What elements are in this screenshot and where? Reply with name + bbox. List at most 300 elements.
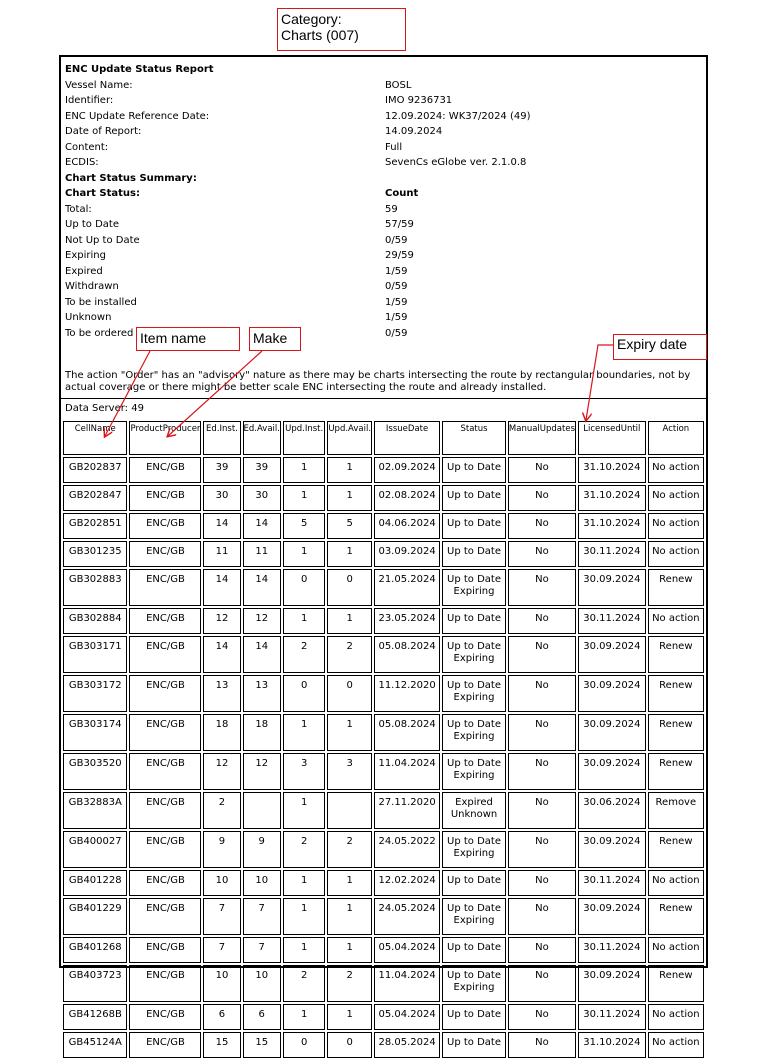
table-cell: 30.11.2024	[578, 870, 646, 896]
table-cell: GB302884	[63, 608, 127, 634]
status-line: Expiring	[453, 652, 495, 664]
expiry-date-annotation-text: Expiry date	[617, 336, 688, 352]
table-cell: Renew	[648, 636, 704, 673]
column-header-line: Ed.	[206, 424, 220, 434]
field-value: 14.09.2024	[385, 126, 443, 137]
column-header	[283, 421, 325, 455]
table-cell: Renew	[648, 898, 704, 935]
table-cell: ENC/GB	[129, 1004, 201, 1030]
table-cell	[243, 792, 281, 829]
table-cell: GB202851	[63, 513, 127, 539]
status-line: Up to Date	[447, 546, 501, 557]
table-cell: No action	[648, 485, 704, 511]
table-cell: Renew	[648, 675, 704, 712]
status-line: Up to Date	[447, 836, 501, 847]
table-cell: 3	[283, 753, 325, 790]
table-cell	[442, 569, 506, 606]
table-cell: No	[508, 714, 576, 751]
status-line: Expired	[455, 797, 493, 808]
field-label: ECDIS:	[65, 157, 99, 168]
table-cell: 30.09.2024	[578, 636, 646, 673]
table-cell: No action	[648, 870, 704, 896]
make-annotation-text: Make	[253, 330, 288, 346]
table-cell: 39	[243, 457, 281, 483]
divider-line	[61, 398, 706, 399]
table-cell	[442, 608, 506, 634]
table-cell: 6	[203, 1004, 240, 1030]
table-cell: 30.09.2024	[578, 898, 646, 935]
field-value: Full	[385, 141, 403, 153]
table-cell: 6	[243, 1004, 281, 1030]
table-cell: Renew	[648, 965, 704, 1002]
table-cell: GB32883A	[63, 792, 127, 829]
table-cell: ENC/GB	[129, 965, 201, 1002]
status-line: Up to Date	[447, 680, 501, 691]
status-line: Up to Date	[447, 613, 501, 624]
chart-status-table	[61, 419, 706, 1060]
table-cell: 39	[203, 457, 240, 483]
table-cell: 18	[203, 714, 240, 751]
column-header	[508, 421, 576, 455]
column-header	[203, 421, 240, 455]
table-cell: 1	[283, 457, 325, 483]
table-cell: GB401228	[63, 870, 127, 896]
column-header-line: Inst.	[304, 424, 324, 434]
table-row	[63, 636, 704, 673]
table-cell	[442, 870, 506, 896]
field-value: 12.09.2024: WK37/2024 (49)	[385, 110, 531, 122]
table-cell	[442, 675, 506, 712]
status-line: Expiring	[453, 981, 495, 993]
status-line: Up to Date	[447, 1037, 501, 1048]
table-cell: 13	[243, 675, 281, 712]
status-counts	[65, 202, 705, 342]
table-cell: 31.10.2024	[578, 1032, 646, 1058]
table-cell: GB202837	[63, 457, 127, 483]
column-header	[63, 421, 127, 455]
table-cell: Renew	[648, 569, 704, 606]
table-cell: 14	[243, 569, 281, 606]
table-cell: ENC/GB	[129, 485, 201, 511]
column-header-line: Date	[407, 424, 429, 434]
table-cell: 1	[283, 714, 325, 751]
table-row	[63, 608, 704, 634]
status-line: Up to Date	[447, 462, 501, 473]
table-cell	[442, 485, 506, 511]
table-cell: GB303174	[63, 714, 127, 751]
table-cell: 04.06.2024	[374, 513, 440, 539]
table-cell: No action	[648, 1004, 704, 1030]
table-cell: 05.08.2024	[374, 714, 440, 751]
table-cell: 2	[283, 636, 325, 673]
table-cell: 14	[203, 513, 240, 539]
table-cell: No	[508, 675, 576, 712]
table-cell: 1	[283, 792, 325, 829]
status-count: 0/59	[385, 281, 408, 292]
table-cell: 02.09.2024	[374, 457, 440, 483]
table-cell: 30	[243, 485, 281, 511]
table-cell: 2	[327, 636, 372, 673]
category-label: Category:	[281, 11, 342, 27]
table-cell: 7	[203, 898, 240, 935]
table-cell: ENC/GB	[129, 541, 201, 567]
table-cell: No	[508, 541, 576, 567]
status-label: Unknown	[65, 312, 112, 323]
table-cell: 30.09.2024	[578, 753, 646, 790]
field-value: SevenCs eGlobe ver. 2.1.0.8	[385, 157, 527, 168]
table-cell: No	[508, 513, 576, 539]
field-value: IMO 9236731	[385, 95, 453, 106]
table-row	[63, 937, 704, 963]
report-fields	[65, 78, 705, 171]
table-cell: 30.09.2024	[578, 675, 646, 712]
status-label: Expired	[65, 265, 103, 277]
column-header-line: Status	[460, 424, 488, 434]
column-header-line: Action	[662, 424, 690, 434]
table-cell: ENC/GB	[129, 937, 201, 963]
table-cell: 0	[327, 675, 372, 712]
table-cell: 24.05.2024	[374, 898, 440, 935]
table-row	[63, 831, 704, 868]
table-cell: Renew	[648, 831, 704, 868]
table-cell: ENC/GB	[129, 753, 201, 790]
status-label: Withdrawn	[65, 281, 119, 292]
table-row	[63, 1004, 704, 1030]
table-cell: 1	[327, 457, 372, 483]
table-cell: 10	[243, 870, 281, 896]
status-label: Expiring	[65, 250, 106, 261]
column-header-line: Manual	[508, 424, 540, 434]
field-label: ENC Update Reference Date:	[65, 110, 210, 122]
status-line: Up to Date	[447, 719, 501, 730]
table-cell	[442, 1004, 506, 1030]
table-cell: 1	[283, 937, 325, 963]
table-cell	[442, 831, 506, 868]
table-cell: ENC/GB	[129, 636, 201, 673]
column-header-line: Cell	[74, 424, 91, 434]
table-cell: 1	[327, 898, 372, 935]
table-cell: No	[508, 831, 576, 868]
table-cell: ENC/GB	[129, 714, 201, 751]
table-cell: 11.04.2024	[374, 965, 440, 1002]
table-cell: 12	[203, 753, 240, 790]
table-cell: ENC/GB	[129, 898, 201, 935]
table-cell: 18	[243, 714, 281, 751]
table-cell: 10	[203, 965, 240, 1002]
table-cell: No	[508, 485, 576, 511]
table-row	[63, 753, 704, 790]
status-count: 59	[385, 203, 398, 215]
table-cell: 1	[327, 485, 372, 511]
status-line: Up to Date	[447, 970, 501, 981]
table-row	[63, 513, 704, 539]
status-label: Total:	[65, 203, 92, 215]
status-count: 29/59	[385, 250, 414, 261]
table-cell: No	[508, 1004, 576, 1030]
table-cell: GB45124A	[63, 1032, 127, 1058]
table-cell: 1	[327, 608, 372, 634]
column-header	[578, 421, 646, 455]
table-cell: GB41268B	[63, 1004, 127, 1030]
status-line: Expiring	[453, 769, 495, 781]
status-count-row	[65, 295, 705, 311]
table-cell: 7	[243, 937, 281, 963]
data-server: Data Server: 49	[65, 403, 144, 414]
status-line: Up to Date	[447, 641, 501, 652]
table-cell	[327, 792, 372, 829]
table-cell: 3	[327, 753, 372, 790]
report-field-row	[65, 93, 705, 109]
status-line: Expiring	[453, 691, 495, 703]
column-header	[243, 421, 281, 455]
status-count: 0/59	[385, 234, 408, 246]
table-cell: 12	[243, 608, 281, 634]
report-field-row	[65, 109, 705, 125]
table-cell: 02.08.2024	[374, 485, 440, 511]
table-cell: 1	[283, 608, 325, 634]
table-cell: No action	[648, 457, 704, 483]
item-name-annotation	[136, 327, 240, 351]
table-cell: ENC/GB	[129, 457, 201, 483]
table-cell: 12	[203, 608, 240, 634]
table-cell: 14	[243, 513, 281, 539]
expiry-date-annotation	[613, 334, 707, 360]
status-header-value: Count	[385, 188, 419, 199]
table-cell: Renew	[648, 753, 704, 790]
field-label: Vessel Name:	[65, 79, 133, 91]
status-label: Not Up to Date	[65, 234, 140, 246]
table-cell: 2	[327, 831, 372, 868]
table-cell: No	[508, 870, 576, 896]
column-header-line: Avail.	[256, 424, 280, 434]
table-row	[63, 965, 704, 1002]
table-cell	[442, 636, 506, 673]
table-row	[63, 870, 704, 896]
table-cell: 30.09.2024	[578, 965, 646, 1002]
status-count: 1/59	[385, 265, 408, 277]
table-cell	[442, 753, 506, 790]
table-cell: ENC/GB	[129, 1032, 201, 1058]
column-header	[129, 421, 201, 455]
status-count: 1/59	[385, 296, 408, 308]
status-count-row	[65, 248, 705, 264]
table-cell: No	[508, 608, 576, 634]
table-cell: 0	[283, 675, 325, 712]
table-cell: 7	[203, 937, 240, 963]
report-field-row	[65, 140, 705, 156]
table-cell: No action	[648, 937, 704, 963]
table-cell: GB303520	[63, 753, 127, 790]
status-line: Expiring	[453, 914, 495, 926]
table-cell: Renew	[648, 714, 704, 751]
table-cell: 1	[327, 937, 372, 963]
status-line: Expiring	[453, 585, 495, 597]
table-cell: 2	[327, 965, 372, 1002]
table-cell: 5	[327, 513, 372, 539]
table-cell: No	[508, 965, 576, 1002]
table-cell: 11	[243, 541, 281, 567]
table-cell: ENC/GB	[129, 608, 201, 634]
table-cell: 14	[243, 636, 281, 673]
table-cell: GB403723	[63, 965, 127, 1002]
table-cell: 0	[327, 1032, 372, 1058]
table-row	[63, 714, 704, 751]
status-count: 0/59	[385, 327, 408, 339]
table-cell: 28.05.2024	[374, 1032, 440, 1058]
table-cell: ENC/GB	[129, 569, 201, 606]
table-cell: No	[508, 636, 576, 673]
status-count: 1/59	[385, 312, 408, 323]
table-cell: 31.10.2024	[578, 513, 646, 539]
table-cell: 2	[203, 792, 240, 829]
table-cell: No action	[648, 513, 704, 539]
table-cell: 30.11.2024	[578, 541, 646, 567]
status-label: To be installed	[65, 296, 137, 308]
table-cell: 14	[203, 569, 240, 606]
table-cell: No	[508, 753, 576, 790]
table-cell: 2	[283, 965, 325, 1002]
report-field-row	[65, 124, 705, 140]
enc-status-report	[59, 55, 708, 1048]
table-cell: 1	[283, 870, 325, 896]
field-label: Date of Report:	[65, 126, 142, 137]
table-cell: 31.10.2024	[578, 485, 646, 511]
table-cell: 15	[243, 1032, 281, 1058]
table-cell	[442, 457, 506, 483]
table-cell: 31.10.2024	[578, 457, 646, 483]
column-header	[327, 421, 372, 455]
table-cell: 30.09.2024	[578, 714, 646, 751]
table-cell	[442, 541, 506, 567]
status-count: 57/59	[385, 219, 414, 230]
table-cell	[442, 513, 506, 539]
table-cell: 21.05.2024	[374, 569, 440, 606]
table-cell: 13	[203, 675, 240, 712]
table-cell	[442, 898, 506, 935]
table-cell: No	[508, 1032, 576, 1058]
table-cell: No	[508, 898, 576, 935]
table-cell: 30	[203, 485, 240, 511]
table-cell: GB303172	[63, 675, 127, 712]
table-cell: 05.04.2024	[374, 1004, 440, 1030]
table-cell: No	[508, 792, 576, 829]
table-cell: 27.11.2020	[374, 792, 440, 829]
table-cell	[442, 714, 506, 751]
column-header-line: Issue	[385, 424, 408, 434]
table-cell	[442, 792, 506, 829]
category-value: Charts (007)	[281, 27, 359, 43]
table-cell: GB401268	[63, 937, 127, 963]
table-cell: No action	[648, 608, 704, 634]
status-line: Expiring	[453, 730, 495, 742]
status-line: Up to Date	[447, 518, 501, 529]
category-annotation	[277, 8, 406, 51]
table-cell: 12	[243, 753, 281, 790]
column-header	[442, 421, 506, 455]
column-header-line: Ed.	[243, 424, 257, 434]
table-cell: 11.04.2024	[374, 753, 440, 790]
table-cell: 12.02.2024	[374, 870, 440, 896]
table-cell: Remove	[648, 792, 704, 829]
status-count-row	[65, 233, 705, 249]
field-label: Identifier:	[65, 95, 114, 106]
table-cell: ENC/GB	[129, 870, 201, 896]
status-line: Expiring	[453, 847, 495, 859]
table-cell: 11	[203, 541, 240, 567]
table-row	[63, 792, 704, 829]
report-title: ENC Update Status Report	[65, 64, 214, 75]
column-header-line: Licensed	[583, 424, 621, 434]
status-line: Up to Date	[447, 490, 501, 501]
table-cell: GB302883	[63, 569, 127, 606]
status-count-row	[65, 217, 705, 233]
table-cell: No action	[648, 541, 704, 567]
status-line: Up to Date	[447, 574, 501, 585]
status-line: Up to Date	[447, 875, 501, 886]
report-summary	[65, 62, 705, 341]
table-cell: 1	[283, 485, 325, 511]
table-cell: 03.09.2024	[374, 541, 440, 567]
table-cell: 23.05.2024	[374, 608, 440, 634]
table-row	[63, 1032, 704, 1058]
table-cell: 30.06.2024	[578, 792, 646, 829]
table-cell: 30.09.2024	[578, 569, 646, 606]
table-cell: 7	[243, 898, 281, 935]
field-value: BOSL	[385, 79, 412, 91]
table-cell: 1	[327, 541, 372, 567]
table-row	[63, 541, 704, 567]
column-header-line: Name	[90, 424, 116, 434]
column-header-line: Upd.	[285, 424, 305, 434]
table-cell: 30.09.2024	[578, 831, 646, 868]
summary-title: Chart Status Summary:	[65, 172, 197, 184]
table-cell: ENC/GB	[129, 675, 201, 712]
status-label: To be ordered	[65, 327, 134, 339]
report-field-row	[65, 155, 705, 171]
table-cell: No	[508, 569, 576, 606]
status-line: Unknown	[450, 808, 498, 820]
table-cell: 15	[203, 1032, 240, 1058]
table-row	[63, 675, 704, 712]
table-cell: 11.12.2020	[374, 675, 440, 712]
table-cell: No	[508, 457, 576, 483]
table-cell: 1	[283, 541, 325, 567]
table-cell: GB301235	[63, 541, 127, 567]
table-cell: No	[508, 937, 576, 963]
table-cell: 05.04.2024	[374, 937, 440, 963]
table-cell: 5	[283, 513, 325, 539]
column-header-line: Product	[130, 424, 163, 434]
table-cell: 1	[327, 714, 372, 751]
table-cell: 9	[203, 831, 240, 868]
column-header	[374, 421, 440, 455]
table-cell	[442, 937, 506, 963]
column-header-line: Avail.	[348, 424, 372, 434]
table-cell: ENC/GB	[129, 792, 201, 829]
status-line: Up to Date	[447, 758, 501, 769]
table-cell: GB400027	[63, 831, 127, 868]
status-count-row	[65, 279, 705, 295]
table-cell: 24.05.2022	[374, 831, 440, 868]
table-cell: 05.08.2024	[374, 636, 440, 673]
make-annotation	[249, 327, 301, 351]
table-cell: 1	[327, 1004, 372, 1030]
table-cell: 1	[283, 898, 325, 935]
table-header-row	[63, 421, 704, 455]
status-line: Up to Date	[447, 903, 501, 914]
column-header-line: Inst.	[219, 424, 238, 434]
table-cell: GB401229	[63, 898, 127, 935]
